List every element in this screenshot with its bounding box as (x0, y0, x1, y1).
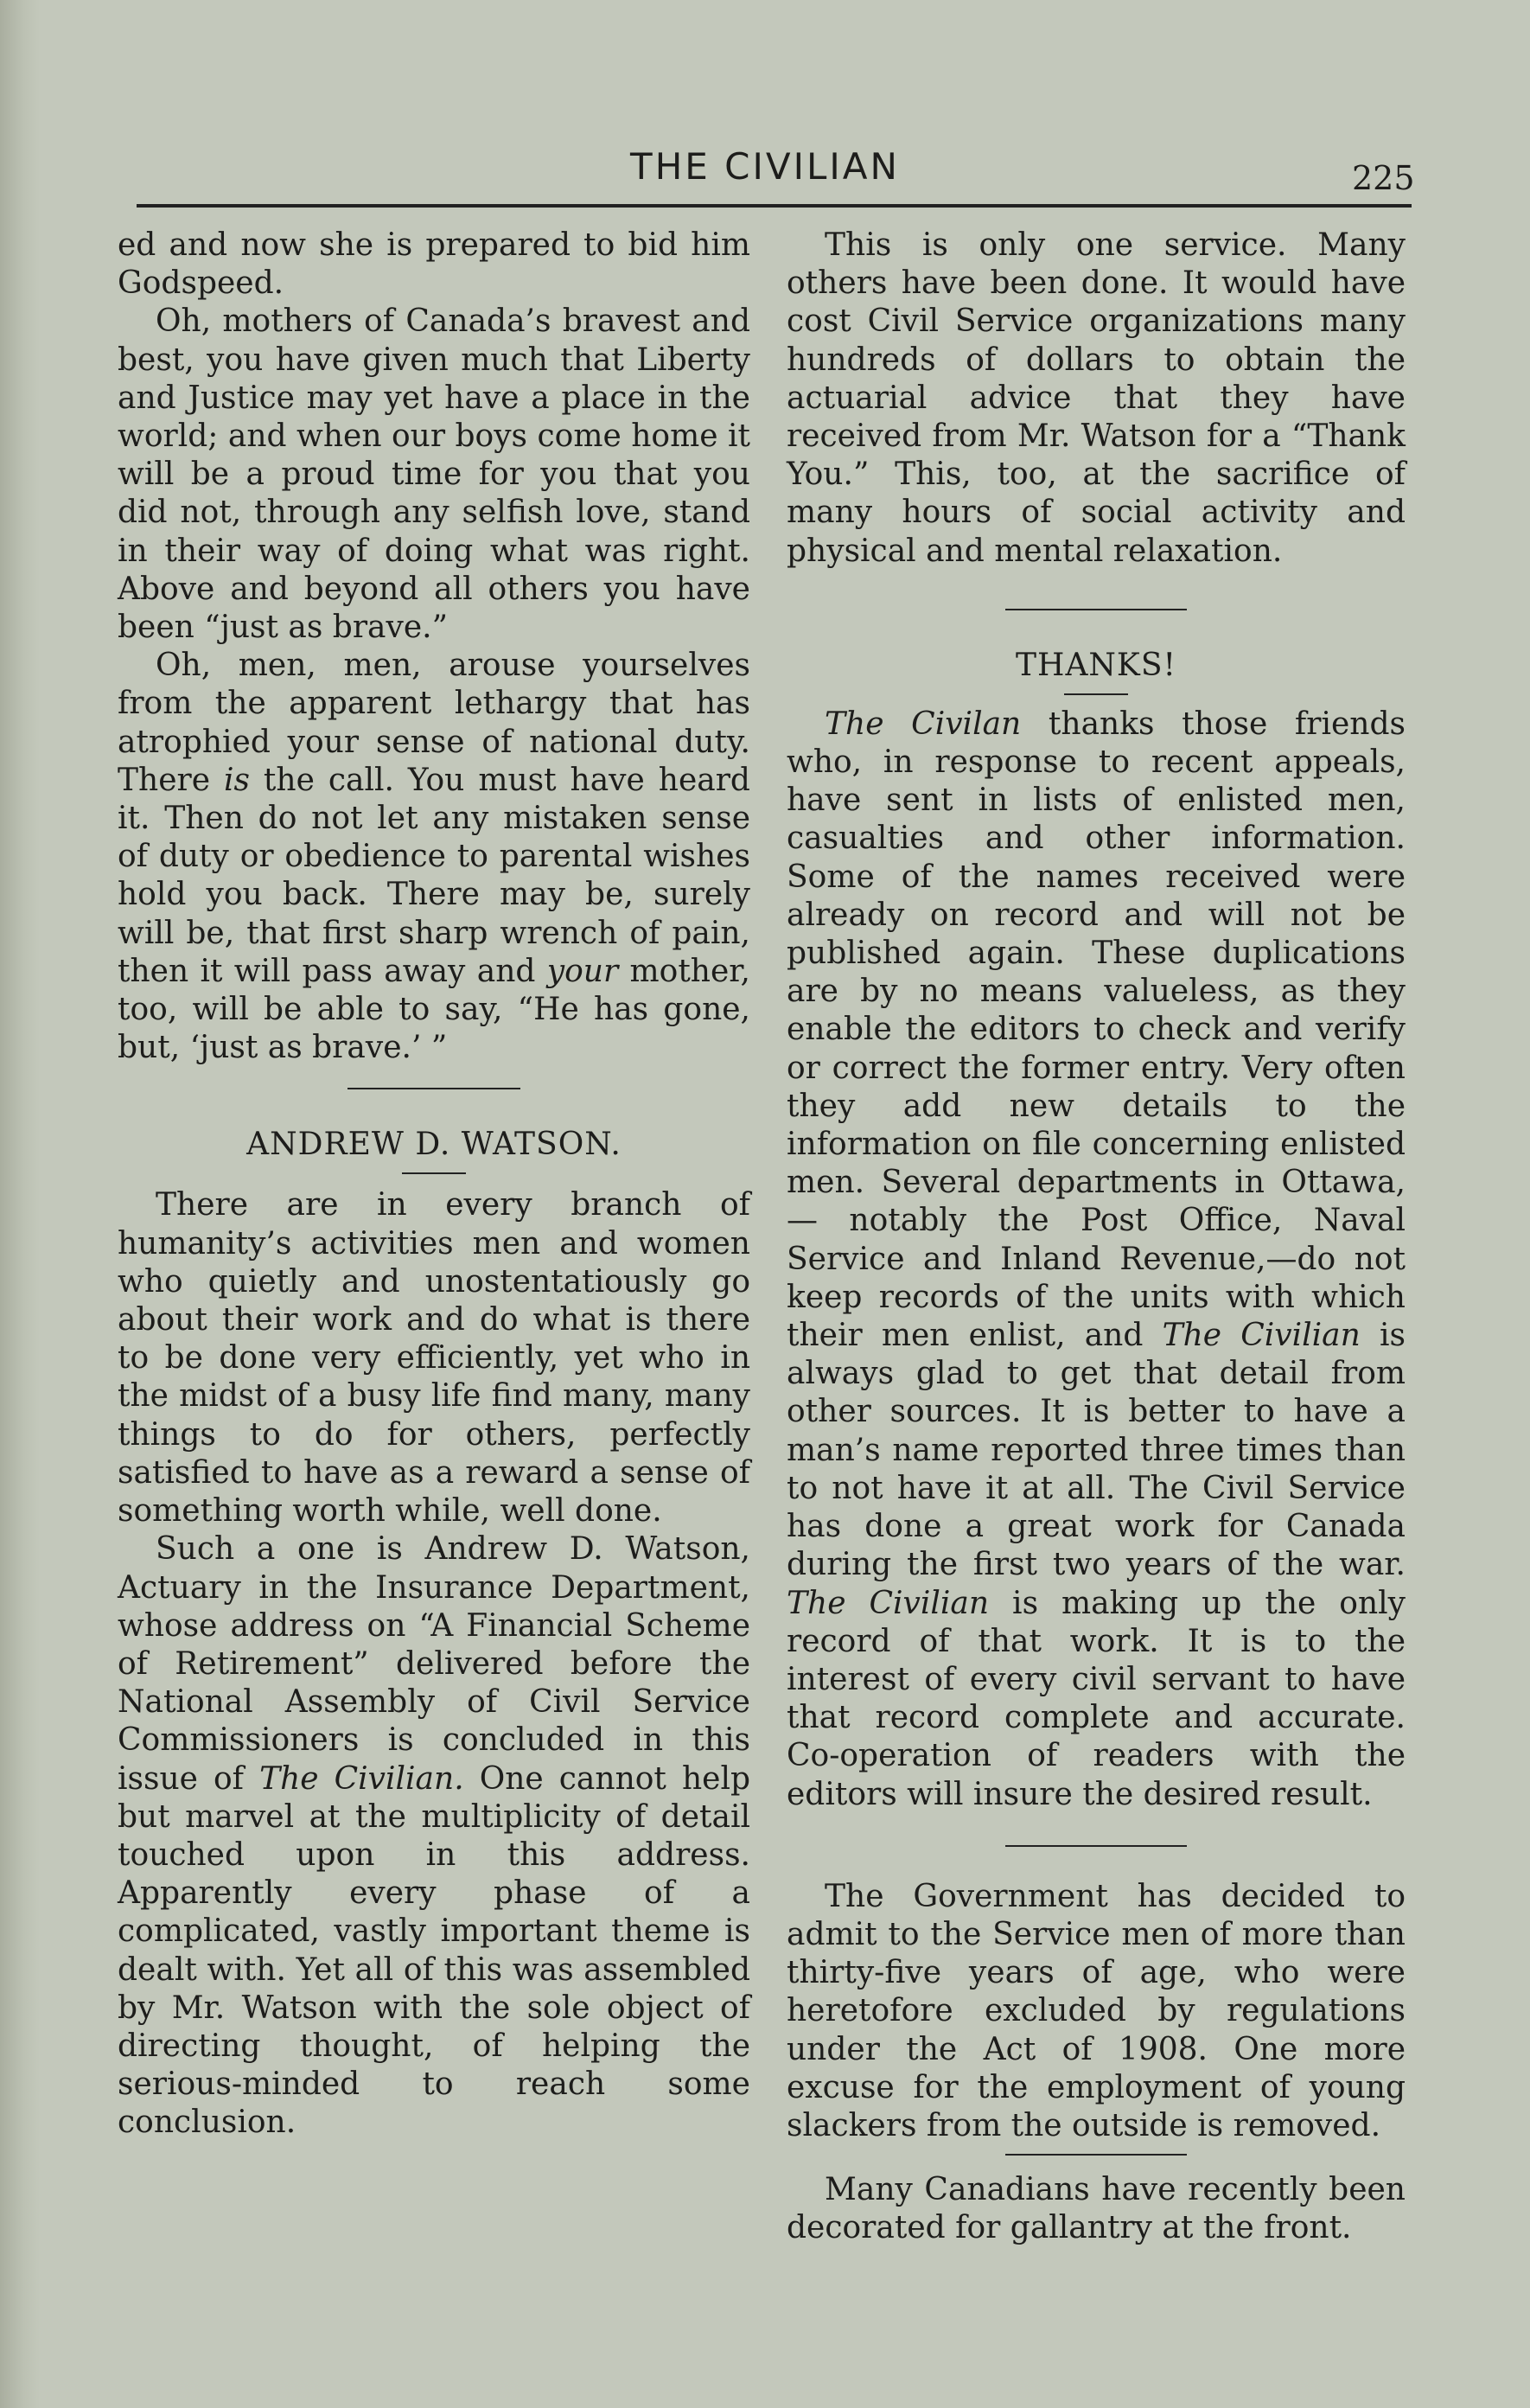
text-run: mother, too, will be able to say, “He has gone, but, ‘just as brave.’ ” (118, 953, 750, 1066)
section-separator (1005, 1845, 1187, 1847)
header-rule (137, 204, 1412, 208)
right-paragraph-thanks (787, 706, 1406, 1814)
text-run: One cannot help but marvel at the multiplicity of detail touched upon in this address. Apparently every phase of a complicated, vastly important theme is dealt with. Yet all of this was assembled by Mr. Watson with the sole object of directing thought, of helping the serious-minded to reach some conclusion. (118, 1760, 750, 2141)
section-separator (347, 1088, 520, 1089)
journal-title: THE CIVILIAN (630, 145, 900, 188)
left-paragraph-mothers: Oh, mothers of Canada’s bravest and best, you have given much that Liberty and Justice may yet have a place in the world; and when our boys come home it will be a proud time for you that you did not, through any selfish love, stand in their way of doing what was right. Above and beyond all others you have been “just as brave.” (118, 303, 750, 646)
text-run: Such a one is Andrew D. Watson, Actuary in the Insurance Department, whose address on “A Financial Scheme of Retirement” delivered before the National Assembly of Civil Service Commissioners is concluded in this issue of (118, 1531, 750, 1797)
text-run: Oh, men, men, arouse yourselves from the apparent lethargy that has atrophied your sense of national duty. There (118, 648, 750, 798)
right-column (787, 227, 1406, 2248)
heading-underline (1064, 693, 1128, 695)
emphasis-text: The Civilan (825, 706, 1022, 742)
right-paragraph-government: The Government has decided to admit to the Service men of more than thirty-five years of age, who were heretofore excluded by regulations under the Act of 1908. One more excuse for the employment of young slackers from the outside is removed. (787, 1878, 1406, 2143)
emphasis-text: is (223, 762, 250, 798)
right-paragraph-canadians: Many Canadians have recently been decorated for gallantry at the front. (787, 2172, 1406, 2246)
section-separator (1005, 609, 1187, 610)
emphasis-text: The Civilian. (259, 1760, 464, 1797)
emphasis-text: The Civilian (787, 1585, 990, 1621)
text-run: is always glad to get that detail from other sources. It is better to have a man’s name reported three times than to not have it at all. The Civil Service has done a great work for Canada during the first two years of the war. (787, 1318, 1406, 1583)
left-paragraph-continuation: ed and now she is prepared to bid him Godspeed. (118, 227, 750, 302)
heading-underline (402, 1172, 466, 1174)
left-column (118, 227, 750, 2143)
section-heading-watson: ANDREW D. WATSON. (246, 1127, 622, 1163)
text-run: thanks those friends who, in response to recent appeals, have sent in lists of enlisted men, casualties and other information. Some of the names received were already on record and will not be published again. These duplications are by no means valueless, as they enable the editors to check and verify or correct the former entry. Very often they add new details to the information on file concerning enlisted men. Several departments in Ottawa,— notably the Post Office, Naval Service and Inland Revenue,—do not keep records of the units with which their men enlist, and (787, 706, 1406, 1354)
left-paragraph-humanity: There are in every branch of humanity’s activities men and women who quietly and unostentatiously go about their work and do what is there to be done very efficiently, yet who in the midst of a busy life find many, many things to do for others, perfectly satisfied to have as a reward a sense of something worth while, well done. (118, 1187, 750, 1530)
section-heading-thanks: THANKS! (1016, 647, 1176, 683)
page-gutter-shadow (0, 0, 40, 2408)
emphasis-text: your (546, 953, 619, 989)
left-paragraph-men (118, 647, 750, 1067)
text-run: is making up the only record of that work. It is to the interest of every civil servant to have that record complete and accurate. Co-operation of readers with the editors will insure the desired result. (787, 1585, 1406, 1812)
section-separator (1005, 2154, 1187, 2156)
right-paragraph-service: This is only one service. Many others have been done. It would have cost Civil Service organizations many hundreds of dollars to obtain the actuarial advice that they have received from Mr. Watson for a “Thank You.” This, too, at the sacrifice of many hours of social activity and physical and mental relaxation. (787, 227, 1406, 569)
left-paragraph-watson (118, 1530, 750, 2142)
text-run: the call. You must have heard it. Then do not let any mistaken sense of duty or obedience to parental wishes hold you back. There may be, surely will be, that first sharp wrench of pain, then it will pass away and (118, 762, 750, 989)
page-number: 225 (1352, 159, 1415, 197)
emphasis-text: The Civilian (1162, 1318, 1361, 1354)
